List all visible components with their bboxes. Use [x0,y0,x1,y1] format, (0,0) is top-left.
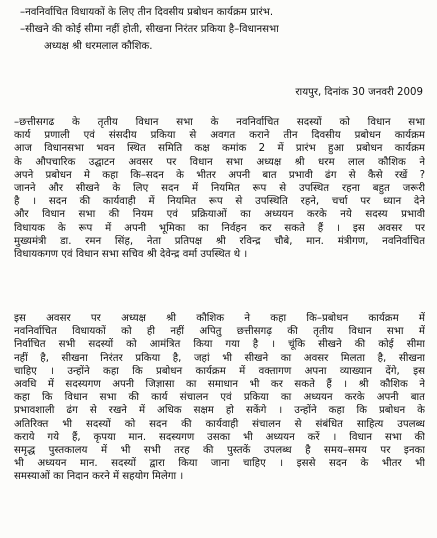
paragraph-line: कहा कि विधान सभा की कार्य संचालन एवं प्रकिया का अध्ययन करके अपनी बात [14,392,425,404]
paragraph-1 [14,116,425,261]
headline-line-3: अध्यक्ष श्री धरमलाल कौशिक. [44,41,153,53]
paragraph-line: विधायक के रूप में अपनी भूमिका का निर्वहन कर सकते हैं । इस अवसर पर [14,222,425,234]
dateline: रायपुर, दिनांक 30 जनवरी 2009 [295,87,423,98]
paragraph-line: कराये गये हैं, कृपया मान. सदस्यगण उसका भी अध्ययन करें । विधान सभा की [14,431,425,443]
paragraph-line: जानने और सीखने के लिए सदन में नियमित रूप से उपस्थित रहना बहुत जरूरी [14,183,425,195]
paragraph-line: है । सदन की कार्यवाही में नियमित रूप से उपस्थिति रहने, चर्चा पर ध्यान देने [14,196,425,208]
paragraph-line: और विधान सभा की नियम एवं प्रक्रियाओं का अध्ययन करके नये सदस्य प्रभावी [14,209,425,221]
paragraph-line: विधायकगण एवं विधान सभा सचिव श्री देवेन्द्र वर्मा उपस्थित थे । [14,249,248,261]
paragraph-line: अवधि में सदस्यगण अपनी जिज्ञासा का समाधान भी कर सकते हैं । श्री कौशिक ने [14,379,425,391]
paragraph-line: अतिरिक्त भी सदस्यों को सदन की कार्यवाही संचालन से संबंधित साहित्य उपलब्ध [14,418,425,430]
paragraph-line: प्रभावशाली ढंग से रखने में अधिक सक्षम हो सकेंगे । उन्होंने कहा कि प्रबोधन के [14,405,425,417]
headline-line-2: –सीखने की कोई सीमा नहीं होती, सीखना निरंतर प्रकिया है–विधानसभा [20,24,279,36]
paragraph-line: चाहिए । उन्होंने कहा कि प्रबोधन कार्यक्रम में वक्तागण अपना व्याख्यान देंगे, इस [14,365,425,377]
paragraph-line: के औपचारिक उद्घाटन अवसर पर विधान सभा अध्यक्ष श्री धरम लाल कौशिक ने [14,156,425,168]
paragraph-line: –छत्तीसगढ के तृतीय विधान सभा के नवनिर्वाचित सदस्यों को विधान सभा [14,117,425,128]
paragraph-line: समृद्ध पुस्तकालय में भी सभी तरह की पुस्तकें उपलब्ध है समय–समय पर इनका [14,445,425,457]
paragraph-line: मुख्यमंत्री डा. रमन सिंह, नेता प्रतिपक्ष श्री रविन्द्र चौबे, मान. मंत्रीगण, नवनिर्वाचित [14,235,425,247]
paragraph-line: कार्य प्रणाली एवं संसदीय प्रकिया से अवगत कराने तीन दिवसीय प्रबोधन कार्यक्रम [14,130,425,142]
paragraph-line: नहीं है, सीखना निरंतर प्रकिया है, जहां भी सीखने का अवसर मिलता है, सीखना [14,352,425,364]
paragraph-line: भी अध्ययन मान. सदस्यों द्वारा किया जाना चाहिए । इससे सदन के भीतर भी [14,458,425,470]
headline-line-1: –नवनिर्वाचित विधायकों के लिए तीन दिवसीय प्रबोधन कार्यक्रम प्रारंभ. [20,7,274,18]
paragraph-line: इस अवसर पर अध्यक्ष श्री कौशिक ने कहा कि–प्रबोधन कार्यक्रम में [14,313,425,324]
paragraph-2 [14,312,425,484]
paragraph-line: अपने प्रबोधन मे कहा कि–सदन के भीतर अपनी बात प्रभावी ढंग से कैसे रखें ? [14,169,425,181]
paragraph-line: समस्याओं का निदान करने में सहयोग मिलेगा । [14,471,184,483]
paragraph-line: नवनिर्वाचित विधायकों को ही नहीं अपितु छत्तीसगढ़ की तृतीय विधान सभा में [14,326,425,338]
paragraph-line: आज विधानसभा भवन स्थित समिति कक्ष कमांक 2 में प्रारंभ हुआ प्रबोधन कार्यक्रम [14,143,425,155]
paragraph-line: निर्वाचित सभी सदस्यों को आमंत्रित किया गया है । चूंकि सीखने की कोई सीमा [14,339,425,351]
headline-block [20,6,425,58]
